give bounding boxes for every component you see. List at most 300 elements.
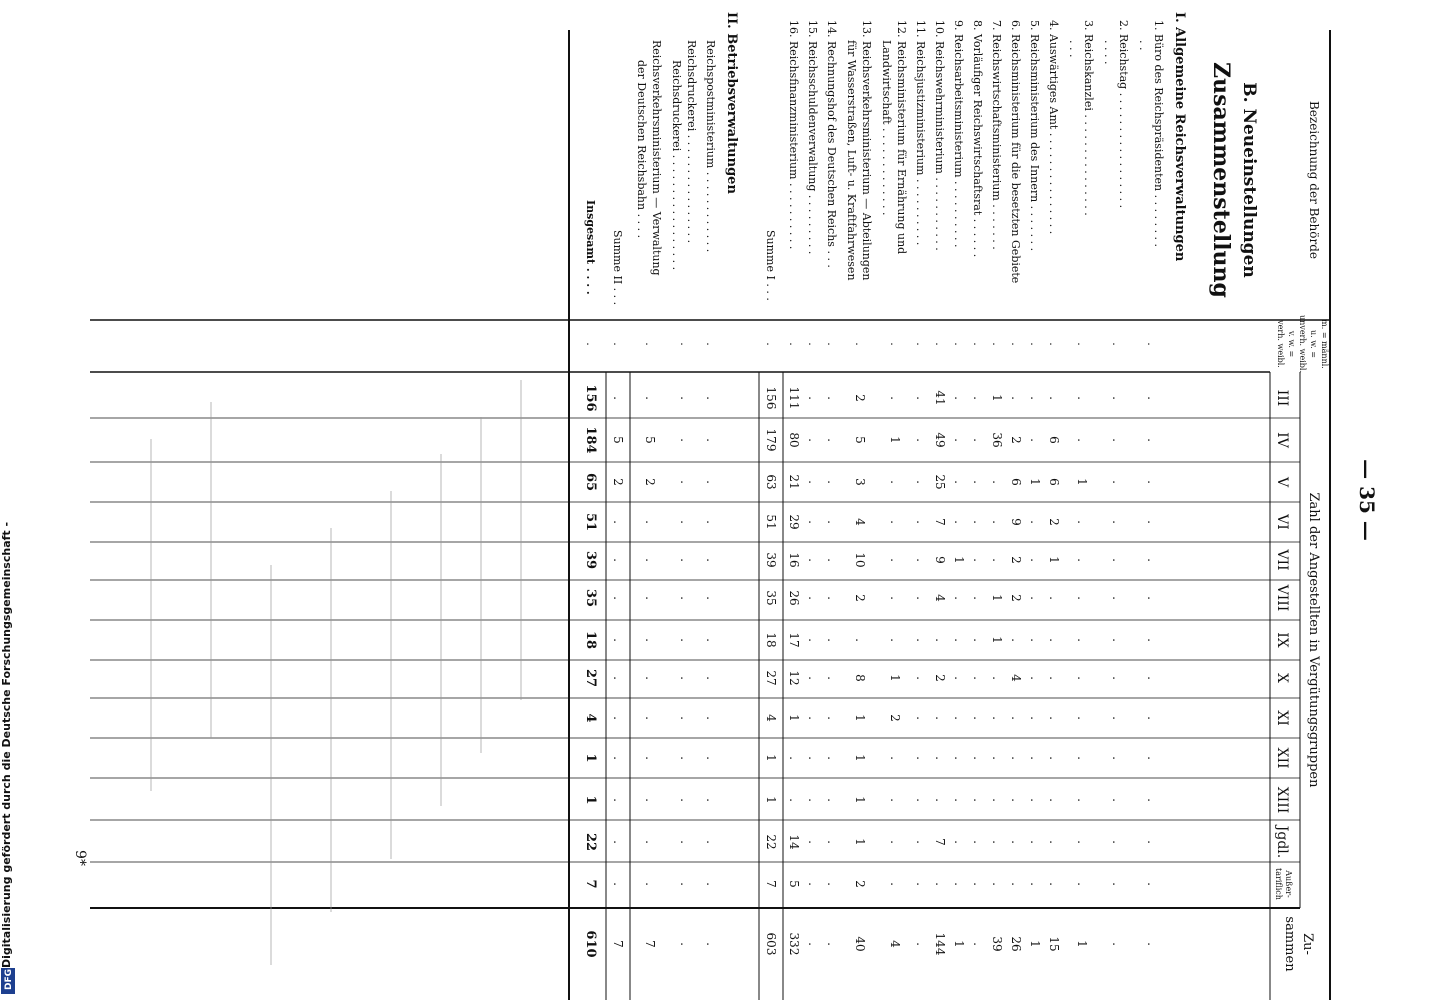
table-cell: . <box>1110 882 1124 886</box>
key-dot: . <box>584 342 597 346</box>
table-cell: . <box>1075 438 1089 442</box>
row-label: 8. Vorläufiger Reichswirtschaftsrat . . . . . . <box>971 20 984 258</box>
table-cell: . <box>806 558 820 562</box>
table-cell: 1 <box>990 594 1004 602</box>
table-cell: . <box>1028 396 1042 400</box>
table-cell: . <box>611 798 625 802</box>
table-cell: . <box>643 638 657 642</box>
table-cell-total: . <box>825 942 839 946</box>
table-cell: 3 <box>853 478 867 486</box>
table-cell: 1 <box>888 674 902 682</box>
table-cell: 6 <box>1047 436 1061 444</box>
table-cell: . <box>1009 840 1023 844</box>
table-cell: . <box>914 396 928 400</box>
table-cell: . <box>825 840 839 844</box>
table-cell: . <box>643 396 657 400</box>
table-cell: . <box>1110 716 1124 720</box>
table-cell: . <box>806 756 820 760</box>
table-cell: . <box>1047 840 1061 844</box>
table-cell: . <box>704 638 718 642</box>
table-cell: . <box>1047 756 1061 760</box>
row-label: 5. Reichsministerium des Innern . . . . . . . <box>1028 20 1041 252</box>
table-cell: . <box>1075 520 1089 524</box>
sum1-label: Summe I . . . <box>764 230 777 301</box>
table-cell: . <box>1145 520 1159 524</box>
table-cell: . <box>888 882 902 886</box>
table-cell: 39 <box>764 552 778 568</box>
table-cell: 4 <box>853 518 867 526</box>
row-label: 15. Reichsschuldenverwaltung . . . . . . . . . <box>806 20 819 255</box>
table-cell: . <box>914 558 928 562</box>
table-cell: . <box>971 638 985 642</box>
row-label: 3. Reichskanzlei . . . . . . . . . . . . . . . <box>1082 20 1095 216</box>
table-cell: . <box>1075 840 1089 844</box>
table-cell: . <box>933 638 947 642</box>
table-cell: . <box>611 558 625 562</box>
table-cell: . <box>914 756 928 760</box>
table-cell: . <box>1047 596 1061 600</box>
table-cell: . <box>704 756 718 760</box>
table-cell: . <box>704 840 718 844</box>
table-cell: 21 <box>787 474 801 490</box>
table-cell: . <box>933 756 947 760</box>
table-cell: . <box>704 676 718 680</box>
table-cell: . <box>611 716 625 720</box>
table-cell: 35 <box>583 588 598 608</box>
table-cell: . <box>704 798 718 802</box>
dfg-logo <box>1 968 15 994</box>
table-cell: . <box>1110 438 1124 442</box>
table-cell-total: 610 <box>583 930 598 958</box>
header-total-a: Zu- <box>1300 933 1315 955</box>
table-cell: 16 <box>787 552 801 568</box>
row-label: 16. Reichsfinanzministerium . . . . . . . . . . <box>787 20 800 250</box>
table-cell: 49 <box>933 432 947 448</box>
table-cell: . <box>825 596 839 600</box>
table-cell: . <box>611 756 625 760</box>
header-group-xiii: XIII <box>1274 786 1290 814</box>
header-behoerde: Bezeichnung der Behörde <box>1307 100 1321 260</box>
table-cell: 5 <box>643 436 657 444</box>
table-cell: . <box>1110 596 1124 600</box>
table-cell: . <box>611 520 625 524</box>
table-cell: 1 <box>853 754 867 762</box>
table-cell: . <box>1145 840 1159 844</box>
table-cell: . <box>952 396 966 400</box>
table-cell: . <box>888 396 902 400</box>
table-cell: 6 <box>1047 478 1061 486</box>
table-cell: 2 <box>933 674 947 682</box>
table-cell: . <box>704 438 718 442</box>
table-cell: . <box>1075 716 1089 720</box>
table-cell: 2 <box>853 880 867 888</box>
table-cell: . <box>971 716 985 720</box>
title-neueinstellungen: B. Neueinstellungen <box>1239 82 1259 278</box>
table-cell: . <box>1145 480 1159 484</box>
table-cell: . <box>1110 520 1124 524</box>
table-cell: 7 <box>933 838 947 846</box>
table-cell: . <box>825 716 839 720</box>
table-cell: . <box>952 840 966 844</box>
table-cell: . <box>704 480 718 484</box>
table-cell: 1 <box>1028 478 1042 486</box>
table-cell: 5 <box>787 880 801 888</box>
table-cell: . <box>990 520 1004 524</box>
title-zusammenstellung: Zusammenstellung <box>1208 62 1234 298</box>
row-label: 9. Reichsarbeitsministerium . . . . . . . . . . <box>952 20 965 248</box>
key-dot: . <box>888 342 901 346</box>
grand-total-label: Insgesamt . . . . <box>584 200 597 295</box>
table-cell: 4 <box>1009 674 1023 682</box>
table-cell: . <box>952 596 966 600</box>
key-dot: . <box>971 342 984 346</box>
header-key-line: m. = männl. <box>1320 319 1329 369</box>
key-dot: . <box>952 342 965 346</box>
table-cell: 1 <box>853 796 867 804</box>
table-cell: . <box>971 596 985 600</box>
table-cell: . <box>1028 596 1042 600</box>
table-cell: . <box>990 798 1004 802</box>
row-label-cont: der Deutschen Reichsbahn . . . . <box>635 60 648 239</box>
table-cell: . <box>611 840 625 844</box>
table-cell: 35 <box>764 590 778 606</box>
key-dot: . <box>678 342 691 346</box>
table-cell: . <box>888 798 902 802</box>
table-cell-total: 1 <box>1075 940 1089 948</box>
row-label: 1. Büro des Reichspräsidenten . . . . . . . . <box>1152 20 1165 248</box>
table-cell: . <box>990 882 1004 886</box>
table-cell: 18 <box>764 632 778 648</box>
table-cell: 1 <box>583 753 598 763</box>
table-cell: 80 <box>787 432 801 448</box>
table-cell: . <box>952 480 966 484</box>
table-cell: 26 <box>787 590 801 606</box>
table-cell: . <box>1145 558 1159 562</box>
table-cell: . <box>704 596 718 600</box>
table-cell: . <box>990 716 1004 720</box>
table-cell: . <box>1047 638 1061 642</box>
table-cell: . <box>971 798 985 802</box>
table-cell: . <box>971 480 985 484</box>
table-cell: . <box>1145 438 1159 442</box>
table-cell: 1 <box>952 556 966 564</box>
header-total-b: sammen <box>1282 916 1297 972</box>
table-cell: 7 <box>764 880 778 888</box>
table-cell: . <box>806 638 820 642</box>
table-cell-total: 40 <box>853 936 867 952</box>
table-cell-total: . <box>914 942 928 946</box>
table-cell: . <box>888 558 902 562</box>
table-cell: . <box>888 638 902 642</box>
row-label: 4. Auswärtiges Amt . . . . . . . . . . . . . . . <box>1047 20 1060 235</box>
table-cell: . <box>971 396 985 400</box>
table-cell: . <box>643 840 657 844</box>
header-key-line: u. w. = <box>1309 330 1318 358</box>
row-label: 13. Reichsverkehrsministerium — Abteilungen <box>860 20 873 281</box>
header-group-viii: VIII <box>1274 584 1290 612</box>
table-cell: 1 <box>764 796 778 804</box>
table-cell-total: . <box>971 942 985 946</box>
table-cell-total: 39 <box>990 936 1004 952</box>
table-cell: 7 <box>933 518 947 526</box>
table-cell: 2 <box>888 714 902 722</box>
table-cell: . <box>643 882 657 886</box>
table-cell: . <box>643 716 657 720</box>
header-group-v: V <box>1274 476 1290 488</box>
table-cell: . <box>1028 756 1042 760</box>
table-cell: . <box>1047 882 1061 886</box>
table-cell: . <box>914 840 928 844</box>
table-cell: 111 <box>787 386 801 410</box>
table-cell: . <box>611 396 625 400</box>
header-group-xii: XII <box>1274 747 1290 769</box>
table-cell: 22 <box>764 834 778 850</box>
table-cell-total: 4 <box>888 940 902 948</box>
table-cell: . <box>914 716 928 720</box>
table-cell: . <box>1145 882 1159 886</box>
table-cell: 5 <box>611 436 625 444</box>
key-dot: . <box>1110 342 1123 346</box>
table-cell: . <box>825 396 839 400</box>
table-cell-total: 1 <box>952 940 966 948</box>
table-cell: 2 <box>853 594 867 602</box>
table-cell: . <box>678 676 692 680</box>
table-cell: . <box>1009 882 1023 886</box>
table-cell: . <box>914 798 928 802</box>
table-cell: . <box>704 520 718 524</box>
table-cell: . <box>888 520 902 524</box>
table-cell-total: 15 <box>1047 936 1061 952</box>
table-cell: 12 <box>787 670 801 686</box>
key-dot: . <box>704 342 717 346</box>
table-cell: 51 <box>583 512 598 532</box>
row-label: 11. Reichsjustizministerium . . . . . . . . . . <box>914 20 927 246</box>
table-cell: . <box>678 596 692 600</box>
table-cell: . <box>971 882 985 886</box>
table-cell: . <box>952 638 966 642</box>
header-group-ix: IX <box>1274 632 1290 648</box>
table-cell: . <box>1028 882 1042 886</box>
table-cell: . <box>1145 676 1159 680</box>
table-cell: . <box>1009 798 1023 802</box>
table-cell: 18 <box>583 630 598 650</box>
table-cell: . <box>643 756 657 760</box>
table-cell: . <box>1009 756 1023 760</box>
key-dot: . <box>764 342 777 346</box>
table-cell-total: 144 <box>933 932 947 956</box>
table-cell: . <box>825 638 839 642</box>
table-cell: . <box>825 558 839 562</box>
table-cell-total: . <box>704 942 718 946</box>
table-cell: 9 <box>933 556 947 564</box>
table-cell-total: . <box>1110 942 1124 946</box>
table-cell: . <box>643 558 657 562</box>
table-cell: . <box>806 840 820 844</box>
table-cell: . <box>1028 638 1042 642</box>
table-cell: . <box>933 882 947 886</box>
table-cell: . <box>678 396 692 400</box>
table-cell: . <box>1047 798 1061 802</box>
table-cell: . <box>678 756 692 760</box>
table-cell: . <box>952 676 966 680</box>
table-cell: . <box>1047 716 1061 720</box>
table-cell: . <box>1075 596 1089 600</box>
digitization-note: Digitalisierung gefördert durch die Deutsche Forschungsgemeinschaft - <box>0 521 13 968</box>
key-dot: . <box>1145 342 1158 346</box>
table-cell: 22 <box>583 832 598 852</box>
table-cell: . <box>1075 396 1089 400</box>
header-group-ausser: Außer- <box>1284 870 1293 898</box>
table-cell: 2 <box>853 394 867 402</box>
table-cell: . <box>704 558 718 562</box>
row-label: 10. Reichswehrministerium . . . . . . . . . . . <box>933 20 946 251</box>
key-dot: . <box>806 342 819 346</box>
table-cell: . <box>643 520 657 524</box>
table-cell: . <box>1145 756 1159 760</box>
header-group-xi: XI <box>1274 710 1290 726</box>
table-cell: . <box>1047 676 1061 680</box>
key-dot: . <box>825 342 838 346</box>
table-cell: 27 <box>583 668 598 688</box>
key-dot: . <box>1009 342 1022 346</box>
header-group-tariflich: tariflich <box>1274 868 1283 900</box>
table-cell: . <box>971 438 985 442</box>
table-cell: . <box>888 596 902 600</box>
table-cell: . <box>914 520 928 524</box>
table-cell: . <box>971 840 985 844</box>
key-dot: . <box>1047 342 1060 346</box>
table-cell: . <box>678 840 692 844</box>
header-group-iv: IV <box>1274 432 1290 448</box>
row-label: 6. Reichsministerium für die besetzten Gebiete <box>1009 20 1022 284</box>
table-cell-total: . <box>1145 942 1159 946</box>
table-cell: . <box>611 676 625 680</box>
table-cell: . <box>1028 676 1042 680</box>
table-cell: 1 <box>787 714 801 722</box>
table-cell: 51 <box>764 514 778 530</box>
table-cell: . <box>611 596 625 600</box>
table-cell: 4 <box>583 713 598 723</box>
row-label: 2. Reichstag . . . . . . . . . . . . . . . . . <box>1117 20 1130 209</box>
table-cell: . <box>1110 756 1124 760</box>
table-cell: 7 <box>583 879 598 889</box>
table-cell: 29 <box>787 514 801 530</box>
table-cell: . <box>990 840 1004 844</box>
table-cell: 63 <box>764 474 778 490</box>
table-cell: 27 <box>764 670 778 686</box>
table-cell: . <box>914 638 928 642</box>
row-label-cont: . . . <box>1067 40 1080 58</box>
table-cell: 2 <box>1009 556 1023 564</box>
key-dot: . <box>853 342 866 346</box>
table-cell: . <box>888 840 902 844</box>
table-cell: 2 <box>643 478 657 486</box>
table-cell: 4 <box>933 594 947 602</box>
header-group-jgdl: Jgdl. <box>1274 825 1290 859</box>
table-cell: 156 <box>764 386 778 410</box>
table-cell: 4 <box>764 714 778 722</box>
table-cell-total: 1 <box>1028 940 1042 948</box>
table-cell: . <box>952 798 966 802</box>
row-label: 14. Rechnungshof des Deutschen Reichs . . . <box>825 20 838 268</box>
table-cell: . <box>678 558 692 562</box>
table-cell: 2 <box>611 478 625 486</box>
table-cell: . <box>1009 638 1023 642</box>
footer-mark: 9* <box>72 850 88 866</box>
table-cell: 14 <box>787 834 801 850</box>
table-cell: . <box>1028 558 1042 562</box>
table-cell: . <box>1145 798 1159 802</box>
table-cell: 1 <box>583 795 598 805</box>
table-cell: . <box>990 756 1004 760</box>
row-label-cont: . . <box>1137 40 1150 51</box>
table-cell: . <box>678 438 692 442</box>
table-cell: . <box>806 676 820 680</box>
table-cell: . <box>806 596 820 600</box>
table-cell: 39 <box>583 550 598 570</box>
table-cell: . <box>952 882 966 886</box>
row-label: 7. Reichswirtschaftsministerium . . . . . . . <box>990 20 1003 250</box>
row-label: Reichspostministerium . . . . . . . . . . . . <box>704 40 717 253</box>
table-cell: 1 <box>990 394 1004 402</box>
table-cell: . <box>1075 676 1089 680</box>
table-cell: . <box>1075 882 1089 886</box>
table-cell: . <box>1145 638 1159 642</box>
table-cell: . <box>1028 438 1042 442</box>
table-cell: 17 <box>787 632 801 648</box>
key-dot: . <box>611 342 624 346</box>
table-cell: . <box>990 558 1004 562</box>
table-cell: . <box>704 882 718 886</box>
table-cell: . <box>787 756 801 760</box>
table-cell: . <box>1009 396 1023 400</box>
table-cell: . <box>1047 396 1061 400</box>
row-label-cont: Reichsdruckerei . . . . . . . . . . . . . . . . . <box>670 60 683 271</box>
table-cell: . <box>678 638 692 642</box>
table-cell: . <box>611 638 625 642</box>
table-cell-total: 332 <box>787 932 801 956</box>
header-group-vi: VI <box>1274 514 1290 530</box>
table-cell: . <box>952 520 966 524</box>
table-cell: 1 <box>1075 478 1089 486</box>
table-cell: 65 <box>583 472 598 492</box>
table-cell: . <box>1075 798 1089 802</box>
table-cell: . <box>888 756 902 760</box>
table-cell: 9 <box>1009 518 1023 526</box>
table-cell: . <box>678 480 692 484</box>
table-cell: . <box>825 882 839 886</box>
table-cell: . <box>990 480 1004 484</box>
header-group-x: X <box>1274 673 1290 683</box>
table-cell: 1 <box>764 754 778 762</box>
table-cell: . <box>971 520 985 524</box>
table-cell: . <box>825 798 839 802</box>
table-cell: . <box>1075 638 1089 642</box>
table-cell: . <box>933 716 947 720</box>
header-group-caption: Zahl der Angestellten in Vergütungsgruppen <box>1306 492 1321 788</box>
key-dot: . <box>914 342 927 346</box>
table-cell: . <box>704 396 718 400</box>
table-cell-total: . <box>678 942 692 946</box>
table-cell: . <box>678 520 692 524</box>
table-cell: . <box>1075 756 1089 760</box>
key-dot: . <box>643 342 656 346</box>
table-cell: 1 <box>1047 556 1061 564</box>
table-cell: . <box>952 438 966 442</box>
section1-heading: I. Allgemeine Reichsverwaltungen <box>1172 12 1187 262</box>
header-group-vii: VII <box>1274 549 1290 571</box>
header-key-line: v. w. = <box>1287 330 1296 358</box>
